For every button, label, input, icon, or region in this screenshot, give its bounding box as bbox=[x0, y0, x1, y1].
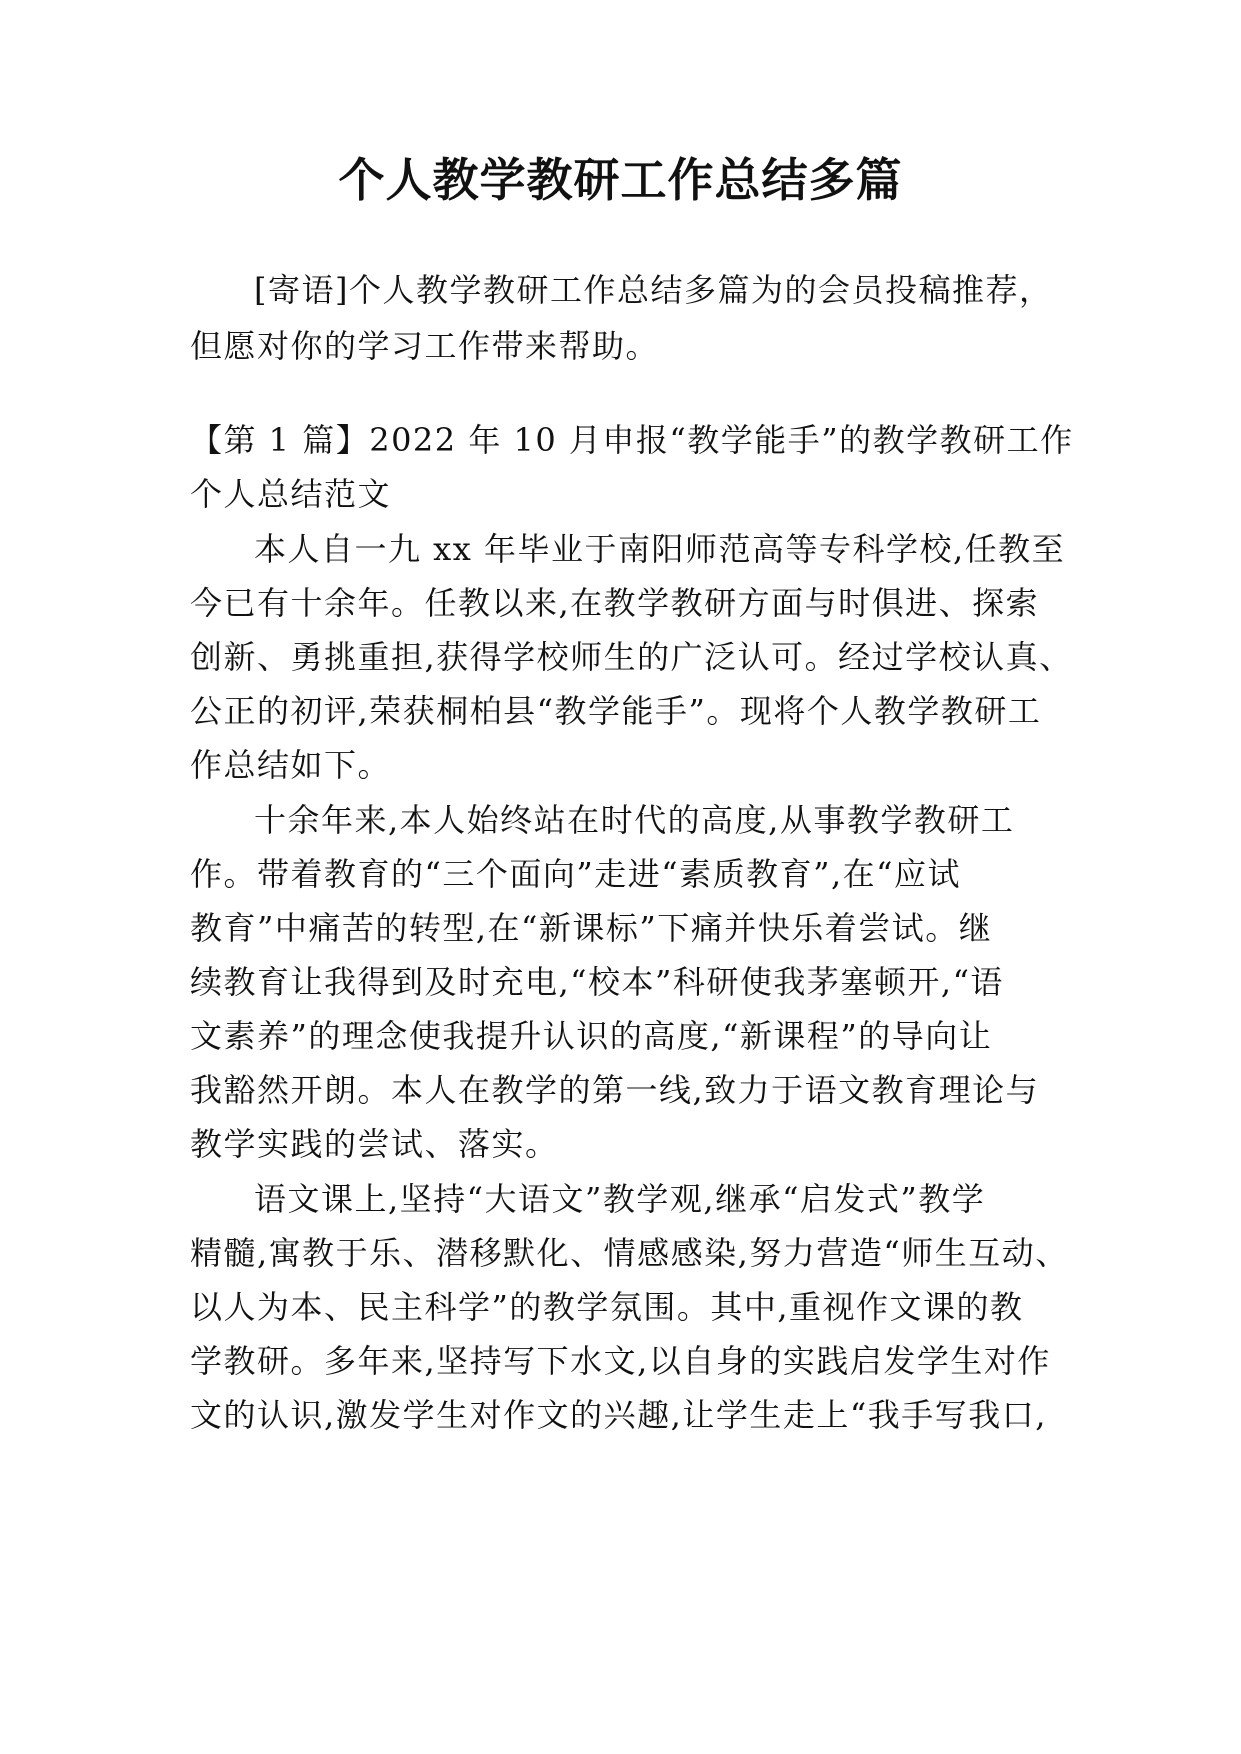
paragraph-1-line-1: 本人自一九 xx 年毕业于南阳师范高等专科学校,任教至 bbox=[254, 530, 1066, 568]
paragraph-2-line-2: 作。带着教育的“三个面向”走进“素质教育”,在“应试 bbox=[190, 855, 961, 893]
paragraph-3-line-4: 学教研。多年来,坚持写下水文,以自身的实践启发学生对作 bbox=[190, 1342, 1051, 1380]
section-heading-line-2: 个人总结范文 bbox=[190, 475, 392, 513]
paragraph-2-line-7: 教学实践的尝试、落实。 bbox=[190, 1125, 559, 1163]
paragraph-2-line-5: 文素养”的理念使我提升认识的高度,“新课程”的导向让 bbox=[190, 1017, 993, 1055]
paragraph-1-line-2: 今已有十余年。任教以来,在教学教研方面与时俱进、探索 bbox=[190, 584, 1040, 622]
paragraph-3-line-2: 精髓,寓教于乐、潜移默化、情感感染,努力营造“师生互动、 bbox=[190, 1234, 1069, 1272]
paragraph-2-line-3: 教育”中痛苦的转型,在“新课标”下痛并快乐着尝试。继 bbox=[190, 909, 993, 947]
foreword-line-2: 但愿对你的学习工作带来帮助。 bbox=[190, 327, 660, 365]
paragraph-1-line-3: 创新、勇挑重担,获得学校师生的广泛认可。经过学校认真、 bbox=[190, 638, 1073, 676]
paragraph-1-line-5: 作总结如下。 bbox=[190, 746, 392, 784]
paragraph-1-line-4: 公正的初评,荣获桐柏县“教学能手”。现将个人教学教研工 bbox=[190, 692, 1042, 730]
foreword-line-1: [寄语]个人教学教研工作总结多篇为的会员投稿推荐， bbox=[254, 271, 1053, 309]
paragraph-3-line-3: 以人为本、民主科学”的教学氛围。其中,重视作文课的教 bbox=[190, 1288, 1024, 1326]
section-heading-line-1: 【第 1 篇】2022 年 10 月申报“教学能手”的教学教研工作 bbox=[190, 421, 1074, 459]
paragraph-2-line-1: 十余年来,本人始终站在时代的高度,从事教学教研工 bbox=[254, 801, 1015, 839]
document-title: 个人教学教研工作总结多篇 bbox=[338, 153, 903, 207]
paragraph-2-line-6: 我豁然开朗。本人在教学的第一线,致力于语文教育理论与 bbox=[190, 1071, 1040, 1109]
paragraph-2-line-4: 续教育让我得到及时充电,“校本”科研使我茅塞顿开,“语 bbox=[190, 963, 1004, 1001]
paragraph-3-line-1: 语文课上,坚持“大语文”教学观,继承“启发式”教学 bbox=[254, 1180, 986, 1218]
paragraph-3-line-5: 文的认识,激发学生对作文的兴趣,让学生走上“我手写我口, bbox=[190, 1396, 1047, 1434]
